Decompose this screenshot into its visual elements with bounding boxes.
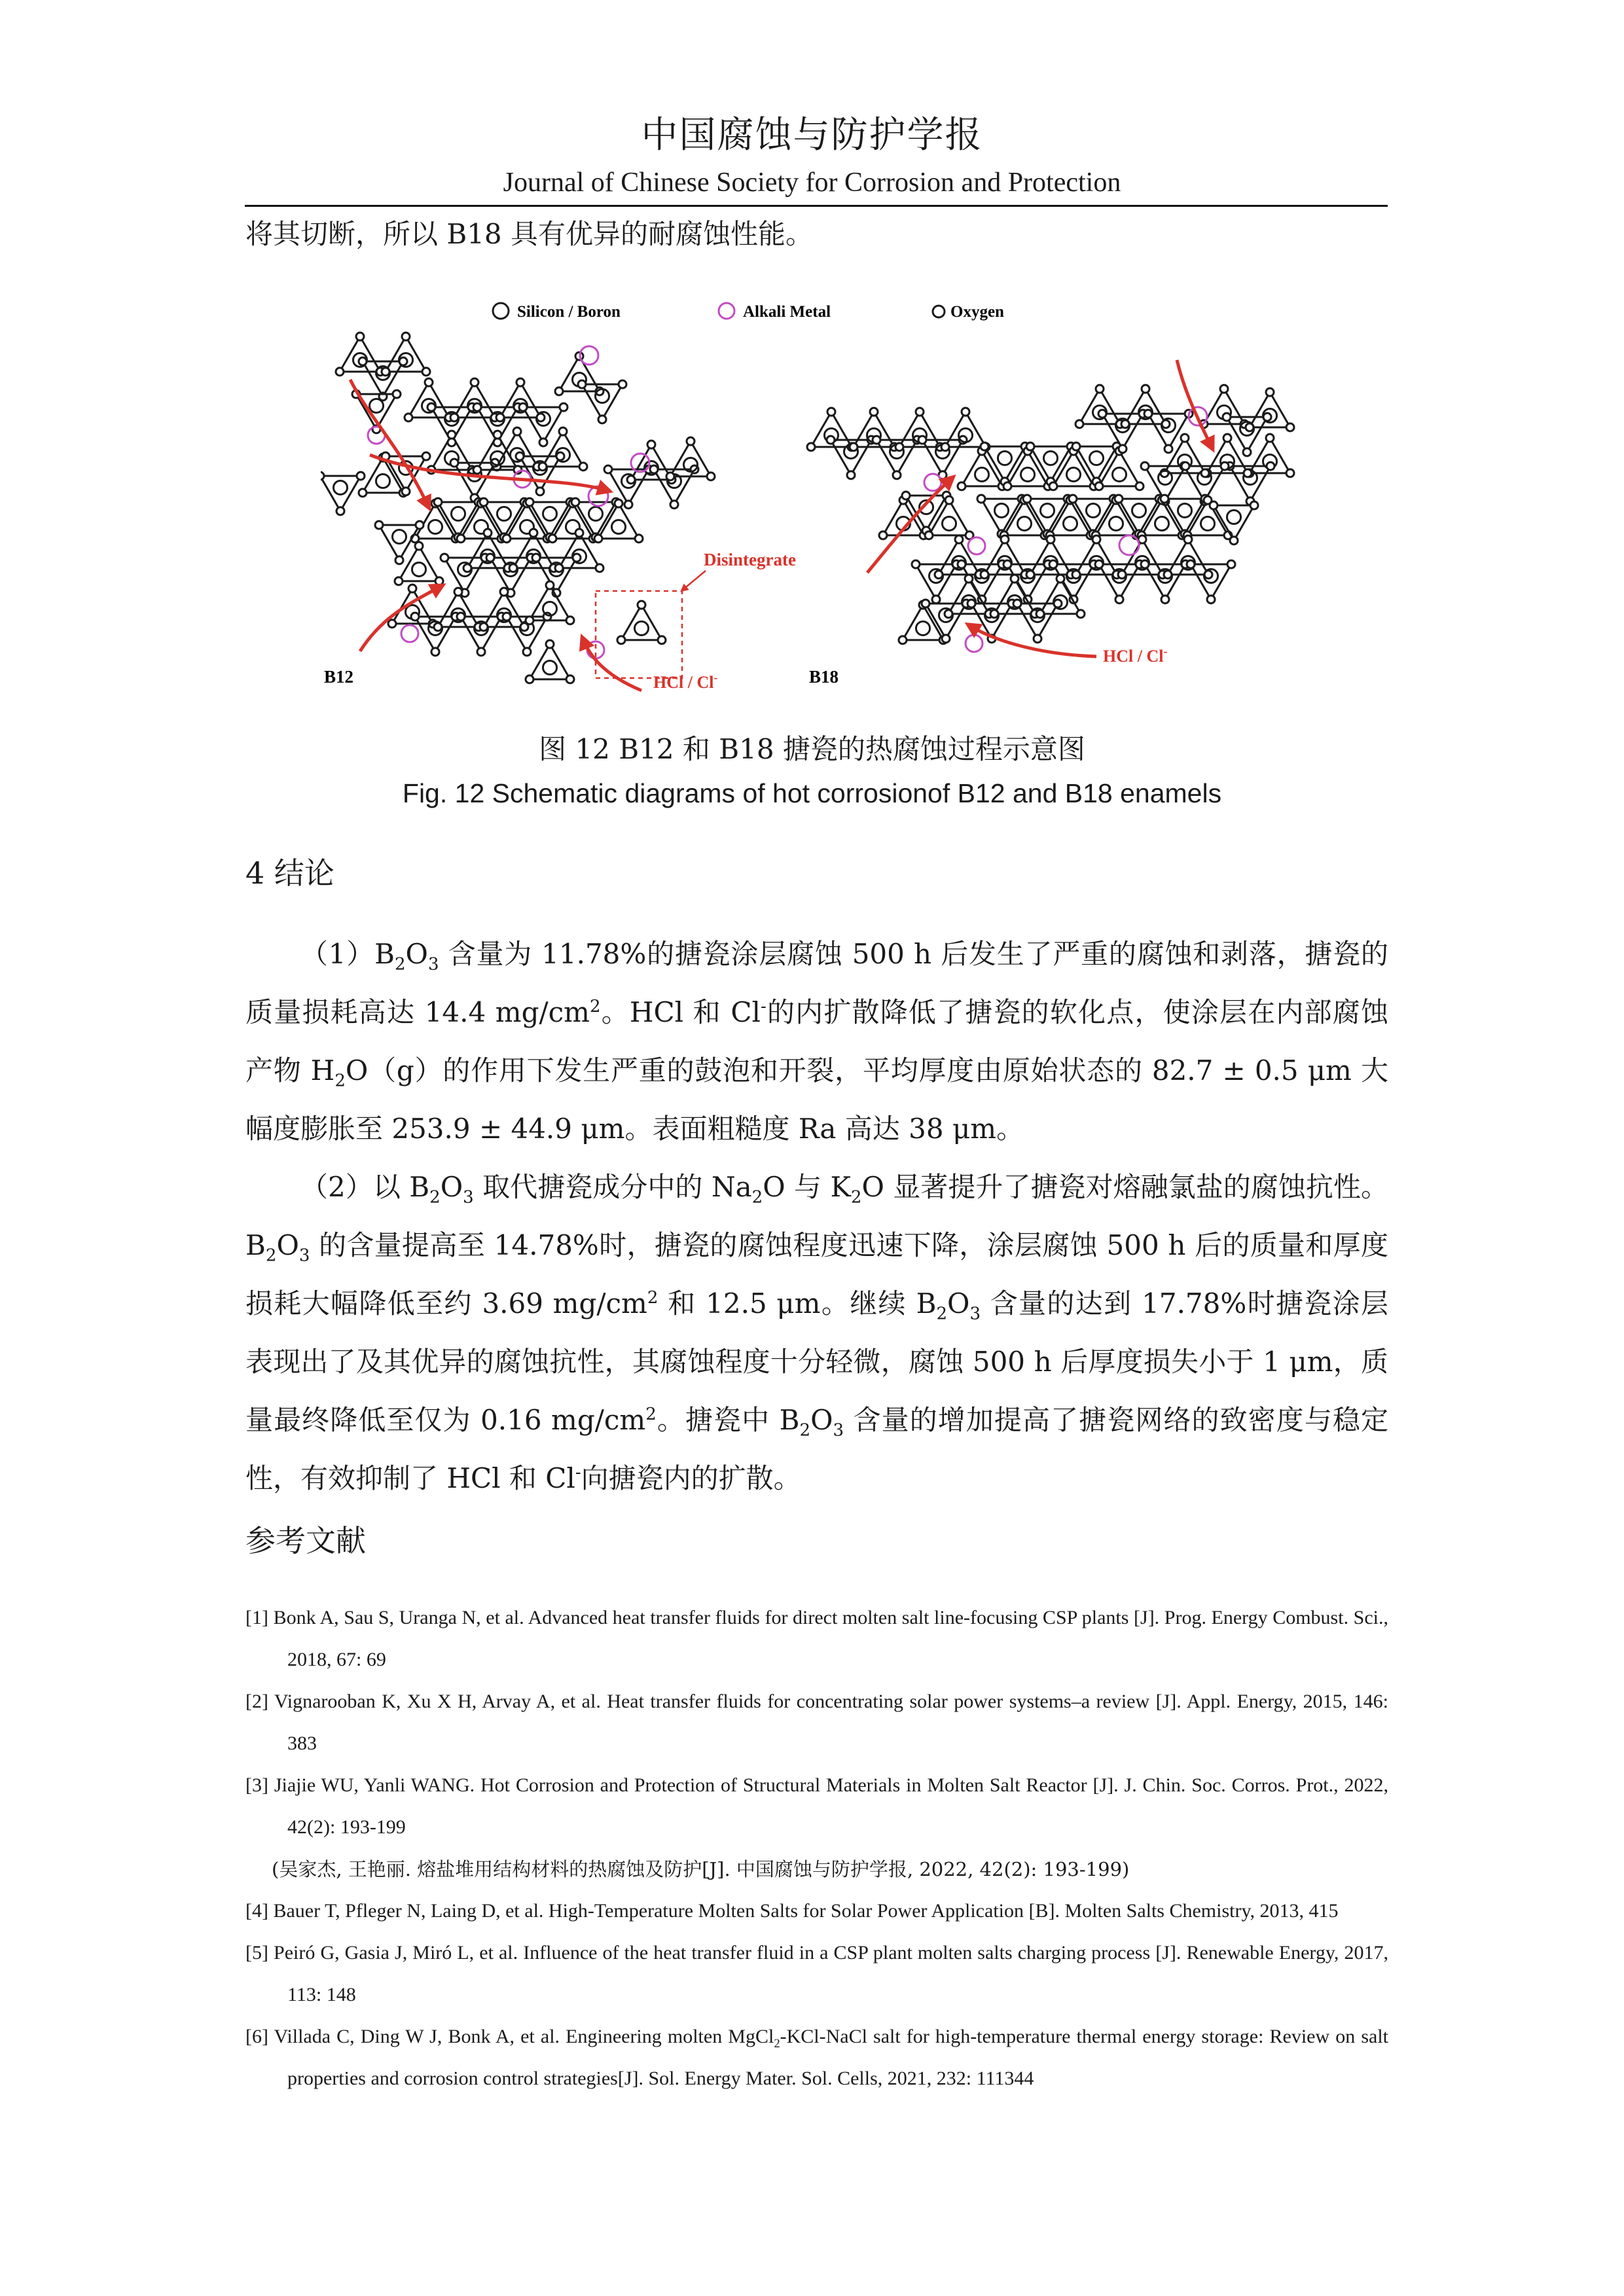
- oxygen-atom: [434, 623, 442, 631]
- figure-caption-en: Fig. 12 Schematic diagrams of hot corrosionof B12 and B18 enamels: [402, 778, 1222, 808]
- oxygen-atom: [415, 542, 423, 550]
- oxygen-atom: [1141, 560, 1149, 568]
- oxygen-atom: [1034, 635, 1041, 643]
- section-heading-references: 参考文献: [245, 1523, 366, 1558]
- silicon-boron-atom: [333, 480, 347, 494]
- oxygen-atom: [441, 554, 448, 562]
- oxygen-atom: [1286, 469, 1294, 477]
- oxygen-atom: [916, 408, 924, 416]
- oxygen-atom: [617, 636, 625, 644]
- oxygen-atom: [1182, 462, 1189, 470]
- oxygen-atom: [566, 617, 574, 624]
- oxygen-atom: [579, 463, 587, 471]
- section-heading-conclusion: 4 结论: [245, 855, 334, 891]
- oxygen-atom: [1136, 482, 1144, 490]
- oxygen-atom: [539, 439, 547, 446]
- oxygen-atom: [1047, 535, 1055, 543]
- silicon-boron-atom: [428, 520, 442, 533]
- oxygen-atom: [473, 466, 481, 474]
- oxygen-atom: [1223, 413, 1231, 421]
- oxygen-atom: [1266, 434, 1274, 442]
- oxygen-atom: [935, 571, 943, 579]
- oxygen-atom: [1077, 610, 1085, 618]
- oxygen-atom: [941, 443, 949, 451]
- silicon-boron-atom: [451, 507, 465, 520]
- journal-title-cn: 中国腐蚀与防护学报: [641, 114, 983, 156]
- oxygen-atom: [990, 610, 998, 618]
- oxygen-atom: [480, 623, 488, 631]
- silicon-boron-atom: [1066, 467, 1080, 481]
- oxygen-atom: [357, 472, 365, 480]
- oxygen-atom: [1244, 469, 1252, 477]
- oxygen-atom: [1286, 423, 1294, 431]
- oxygen-atom: [435, 577, 443, 585]
- oxygen-atom: [359, 357, 367, 365]
- oxygen-atom: [395, 556, 403, 564]
- oxygen-atom: [850, 443, 857, 451]
- oxygen-atom: [411, 613, 419, 620]
- oxygen-atom: [932, 596, 940, 603]
- oxygen-atom: [496, 414, 504, 422]
- oxygen-atom: [1184, 535, 1192, 543]
- oxygen-atom: [402, 488, 410, 495]
- oxygen-atom: [981, 571, 988, 579]
- oxygen-atom: [1121, 420, 1129, 428]
- b12-network: [321, 332, 715, 683]
- reference-item: [3] Jiajie WU, Yanli WANG. Hot Corrosion and Protection of Structural Materials in Molten Salt Reactor [J]. J. Chin. Soc. Corros. Prot., 2022, 42(2): 193-199: [245, 1774, 1388, 1838]
- oxygen-atom: [549, 535, 556, 543]
- oxygen-atom: [559, 427, 567, 435]
- oxygen-atom: [647, 440, 655, 448]
- oxygen-atom: [536, 488, 544, 495]
- oxygen-atom: [422, 452, 430, 460]
- reference-item: [1] Bonk A, Sau S, Uranga N, et al. Advanced heat transfer fluids for direct molten salt line-focusing CSP plants [J]. Prog. Energy Combust. Sci., 2018, 67: 69: [245, 1607, 1388, 1670]
- reference-item-cn: (吴家杰, 王艳丽. 熔盐堆用结构材料的热腐蚀及防护[J]. 中国腐蚀与防护学报, 2022, 42(2): 193-199): [272, 1858, 1130, 1880]
- oxygen-atom: [604, 465, 612, 473]
- silicon-boron-atom: [916, 621, 929, 635]
- oxygen-atom: [1095, 482, 1103, 490]
- oxygen-atom: [434, 498, 442, 506]
- oxygen-atom: [1187, 560, 1195, 568]
- oxygen-atom: [1266, 388, 1274, 396]
- disintegrate-label: Disintegrate: [704, 550, 796, 569]
- oxygen-atom: [1230, 537, 1238, 545]
- oxygen-atom: [1098, 410, 1106, 418]
- silicon-boron-atom: [611, 520, 625, 533]
- oxygen-atom: [1001, 535, 1009, 543]
- oxygen-atom: [405, 414, 412, 422]
- silicon-boron-atom: [1112, 467, 1126, 481]
- oxygen-atom: [895, 443, 903, 451]
- reference-item: [4] Bauer T, Pfleger N, Laing D, et al. High-Temperature Molten Salts for Solar Power Application [B]. Molten Salts Chemistry, 2013, 415: [245, 1900, 1339, 1922]
- journal-title-en: Journal of Chinese Society for Corrosion and Protection: [503, 168, 1121, 198]
- oxygen-atom: [575, 529, 583, 537]
- reference-item: [2] Vignarooban K, Xu X H, Arvay A, et al. Heat transfer fluids for concentrating solar power systems–a review [J]. Appl. Energy, 2015, 146: 383: [245, 1691, 1388, 1754]
- alkali-site: [965, 635, 983, 652]
- oxygen-atom: [902, 492, 910, 499]
- oxygen-atom: [526, 617, 533, 624]
- oxygen-atom: [873, 436, 880, 444]
- silicon-boron-atom: [1178, 503, 1191, 517]
- oxygen-atom: [942, 635, 950, 643]
- panel-label-b18: B18: [809, 667, 839, 687]
- oxygen-atom: [519, 403, 527, 411]
- alkali-site: [968, 537, 985, 554]
- silicon-boron-atom: [392, 529, 406, 543]
- oxygen-atom: [879, 531, 887, 539]
- oxygen-atom: [1003, 560, 1011, 568]
- oxygen-atom: [925, 531, 933, 539]
- oxygen-atom: [1250, 501, 1258, 509]
- oxygen-atom: [658, 636, 666, 644]
- oxygen-atom: [955, 535, 963, 543]
- oxygen-atom: [827, 408, 835, 416]
- oxygen-atom: [596, 564, 604, 572]
- silicon-boron-atom: [1227, 510, 1240, 524]
- oxygen-atom: [1036, 610, 1044, 618]
- oxygen-atom: [486, 554, 494, 562]
- oxygen-atom: [494, 431, 501, 439]
- oxygen-atom: [687, 437, 695, 445]
- conclusion-body: [245, 925, 1388, 1507]
- oxygen-atom: [560, 403, 568, 411]
- lead-text: 将其切断，所以 B18 具有优异的耐腐蚀性能。: [245, 218, 814, 250]
- oxygen-atom: [965, 575, 973, 583]
- oxygen-atom: [635, 535, 643, 543]
- silicon-boron-atom: [497, 507, 511, 520]
- oxygen-atom: [1119, 445, 1127, 453]
- oxygen-atom: [1243, 448, 1251, 456]
- panel-label-b12: B12: [324, 667, 354, 687]
- oxygen-atom: [388, 620, 396, 628]
- oxygen-atom: [1267, 462, 1274, 470]
- oxygen-atom: [321, 472, 324, 480]
- oxygen-atom: [619, 380, 626, 388]
- oxygen-atom: [1049, 560, 1057, 568]
- header-rule: [245, 205, 1388, 207]
- figure-caption-cn: 图 12 B12 和 B18 搪瓷的热腐蚀过程示意图: [539, 733, 1085, 765]
- oxygen-atom: [958, 482, 965, 490]
- silicon-boron-atom: [998, 451, 1011, 465]
- figure-legend: [493, 303, 1004, 321]
- b18-network: [807, 385, 1294, 644]
- oxygen-atom: [454, 588, 462, 596]
- oxygen-atom: [546, 581, 554, 589]
- oxygen-atom: [1026, 442, 1034, 450]
- oxygen-atom: [471, 378, 478, 386]
- legend-silicon-boron: Silicon / Boron: [517, 303, 621, 321]
- oxygen-atom: [578, 380, 586, 388]
- oxygen-atom: [1161, 495, 1168, 503]
- silicon-boron-atom: [634, 621, 648, 635]
- oxygen-atom: [666, 473, 674, 480]
- oxygen-atom: [1141, 462, 1149, 470]
- oxygen-atom: [530, 529, 537, 537]
- oxygen-atom: [807, 443, 815, 451]
- silicon-boron-atom: [1040, 503, 1054, 517]
- oxygen-atom: [1095, 560, 1103, 568]
- oxygen-atom: [526, 498, 533, 506]
- oxygen-atom: [448, 431, 456, 439]
- silicon-boron-atom: [1086, 503, 1100, 517]
- oxygen-atom: [1011, 575, 1019, 583]
- conclusion-paragraph-1: $(1)B_2O_3$ 含量为 11.78%的搪瓷涂层腐蚀 500 h 后发生了严重的腐蚀和剥落，搪瓷的质量损耗高达 14.4 $mg/cm^2$。HCl 和 Cl-的内扩散降低了搪瓷的软化点，使涂层在内部腐蚀产物 $H_2O(g)$的作用下发生严重的鼓泡和开裂，平均厚度由原始状态的 82.7 ± 0.5 μm 大幅度膨胀至 253.9 ± 44.9 μm。表面粗糙度 Ra 高达 38 μm。: [245, 938, 1388, 1145]
- oxygen-atom: [1181, 434, 1189, 442]
- oxygen-atom: [503, 613, 511, 620]
- legend-oxygen-marker: [933, 306, 945, 317]
- oxygen-atom: [375, 521, 383, 529]
- conclusion-paragraph-2: （2）以 $B_2O_3$ 取代搪瓷成分中的 $Na_2O$ 与 $K_2O$ 显著提升了搪瓷对熔融氯盐的腐蚀抗性。$B_2O_3$ 的含量提高至 14.78%时，搪瓷的腐蚀程度迅速下降，涂层腐蚀 500 h 后的质量和厚度损耗大幅降低至约 3.69 $mg/cm^2$ 和 12.5 μm。继续 $B_2O_3$ 含量的达到 17.78%时搪瓷涂层表现出了及其优异的腐蚀抗性，其腐蚀程度十分轻微，腐蚀 500 h 后厚度损失小于 1 μm，质量最终降低至仅为 0.16 $mg/cm^2$。搪瓷中 $B_2O_3$ 含量的增加提高了搪瓷网络的致密度与稳定性，有效抑制了 HCl 和 Cl-向搪瓷内的扩散。: [245, 1171, 1389, 1494]
- oxygen-atom: [416, 521, 424, 529]
- alkali-site: [924, 474, 941, 491]
- oxygen-atom: [1164, 445, 1172, 453]
- silicon-boron-atom: [1020, 467, 1034, 481]
- oxygen-atom: [523, 648, 531, 656]
- oxygen-atom: [539, 463, 547, 471]
- silicon-boron-atom: [1155, 516, 1168, 530]
- oxygen-atom: [598, 416, 606, 423]
- oxygen-atom: [356, 332, 364, 340]
- oxygen-atom: [1026, 571, 1034, 579]
- silicon-boron-atom: [1132, 503, 1146, 517]
- oxygen-atom: [1207, 596, 1215, 603]
- disintegrate-pointer: [682, 571, 706, 590]
- silicon-boron-atom: [1089, 451, 1103, 465]
- oxygen-atom: [1227, 560, 1235, 568]
- oxygen-atom: [1221, 462, 1229, 470]
- oxygen-atom: [473, 403, 481, 411]
- oxygen-atom: [870, 408, 878, 416]
- oxygen-atom: [431, 648, 439, 656]
- silicon-boron-atom: [412, 562, 425, 576]
- oxygen-atom: [571, 498, 579, 506]
- oxygen-atom: [638, 601, 645, 609]
- oxygen-atom: [893, 471, 901, 479]
- oxygen-atom: [962, 408, 969, 416]
- oxygen-atom: [912, 560, 920, 568]
- oxygen-atom: [827, 436, 835, 444]
- oxygen-atom: [1115, 495, 1123, 503]
- oxygen-atom: [516, 378, 524, 386]
- alkali-site: [401, 625, 418, 642]
- oxygen-atom: [1246, 423, 1254, 431]
- oxygen-atom: [899, 636, 907, 644]
- oxygen-atom: [336, 368, 344, 376]
- silicon-boron-atom: [975, 467, 988, 481]
- legend-oxygen: Oxygen: [950, 303, 1004, 321]
- oxygen-atom: [670, 501, 678, 509]
- legend-alkali-metal-marker: [719, 303, 734, 319]
- oxygen-atom: [945, 496, 953, 504]
- oxygen-atom: [1210, 501, 1218, 509]
- legend-silicon-boron-marker: [493, 303, 509, 319]
- silicon-boron-atom: [588, 507, 602, 520]
- oxygen-atom: [555, 387, 563, 395]
- oxygen-atom: [1223, 434, 1231, 442]
- silicon-boron-atom: [1200, 516, 1214, 530]
- oxygen-atom: [945, 610, 952, 618]
- oxygen-atom: [422, 368, 430, 376]
- oxygen-atom: [1003, 482, 1011, 490]
- oxygen-atom: [1075, 420, 1083, 428]
- alkali-site: [1119, 535, 1139, 555]
- oxygen-atom: [526, 675, 533, 683]
- oxygen-atom: [1118, 571, 1126, 579]
- oxygen-atom: [359, 489, 367, 497]
- oxygen-atom: [402, 332, 410, 340]
- oxygen-atom: [532, 554, 540, 562]
- oxygen-atom: [393, 390, 401, 398]
- oxygen-atom: [427, 403, 435, 411]
- oxygen-atom: [650, 465, 658, 473]
- oxygen-atom: [1144, 410, 1152, 418]
- hcl-label-right: HCl / Cl-: [1103, 645, 1168, 666]
- oxygen-atom: [1056, 575, 1064, 583]
- oxygen-atom: [615, 499, 623, 507]
- oxygen-atom: [981, 442, 988, 450]
- oxygen-atom: [922, 600, 929, 607]
- oxygen-atom: [1049, 482, 1057, 490]
- reference-item: [5] Peiró G, Gasia J, Miró L, et al. Influence of the heat transfer fluid in a CSP plant molten salts charging process [J]. Renewable Energy, 2017, 113: 148: [245, 1942, 1388, 2005]
- oxygen-atom: [1115, 596, 1123, 603]
- reference-list: [245, 1597, 1388, 2100]
- oxygen-atom: [450, 459, 458, 467]
- oxygen-atom: [707, 473, 715, 480]
- silicon-boron-atom: [543, 507, 556, 520]
- oxygen-atom: [1023, 495, 1031, 503]
- oxygen-atom: [500, 588, 508, 596]
- legend-alkali-metal: Alkali Metal: [743, 303, 831, 321]
- silicon-boron-atom: [1017, 516, 1031, 530]
- oxygen-atom: [425, 378, 433, 386]
- oxygen-atom: [1072, 442, 1080, 450]
- oxygen-atom: [1220, 385, 1228, 393]
- oxygen-atom: [627, 476, 635, 484]
- oxygen-atom: [450, 414, 458, 422]
- oxygen-atom: [457, 535, 465, 543]
- silicon-boron-atom: [942, 516, 956, 530]
- oxygen-atom: [477, 648, 485, 656]
- silicon-boron-atom: [376, 474, 389, 488]
- oxygen-atom: [382, 368, 389, 376]
- hcl-label-left: HCl / Cl-: [653, 671, 718, 692]
- reference-item: [6] Villada C, Ding W J, Bonk A, et al. Engineering molten MgCl$_2$-KCl-NaCl salt for high-temperature thermal energy storage: Review on salt properties and corrosion control strategies[J]. Sol. Energy Mater. Sol. Cells, 2021, 232: 111344: [245, 2026, 1388, 2089]
- oxygen-atom: [967, 600, 975, 607]
- oxygen-atom: [1096, 385, 1104, 393]
- oxygen-atom: [1013, 600, 1021, 607]
- silicon-boron-atom: [1063, 516, 1077, 530]
- oxygen-atom: [457, 613, 465, 620]
- oxygen-atom: [516, 452, 524, 460]
- oxygen-atom: [395, 577, 403, 585]
- oxygen-atom: [1142, 385, 1149, 393]
- oxygen-atom: [408, 584, 416, 592]
- silicon-boron-atom: [1043, 451, 1057, 465]
- oxygen-atom: [1092, 535, 1100, 543]
- oxygen-atom: [1201, 469, 1209, 477]
- oxygen-atom: [624, 501, 632, 509]
- oxygen-atom: [484, 529, 492, 537]
- oxygen-atom: [1072, 571, 1080, 579]
- oxygen-atom: [509, 564, 517, 572]
- silicon-boron-atom: [543, 660, 556, 674]
- oxygen-atom: [555, 564, 563, 572]
- oxygen-atom: [463, 564, 471, 572]
- oxygen-atom: [566, 675, 574, 683]
- oxygen-atom: [1161, 596, 1169, 603]
- oxygen-atom: [958, 560, 965, 568]
- oxygen-atom: [503, 535, 511, 543]
- silicon-boron-atom: [369, 399, 383, 412]
- oxygen-atom: [977, 495, 985, 503]
- oxygen-atom: [546, 640, 554, 648]
- oxygen-atom: [594, 535, 602, 543]
- silicon-boron-atom: [1109, 516, 1123, 530]
- oxygen-atom: [1069, 495, 1077, 503]
- oxygen-atom: [918, 436, 926, 444]
- corrosion-arrow: [583, 638, 641, 691]
- oxygen-atom: [1164, 571, 1172, 579]
- silicon-boron-atom: [994, 503, 1008, 517]
- oxygen-atom: [480, 498, 488, 506]
- oxygen-atom: [513, 427, 521, 435]
- figure-12: [321, 288, 1342, 707]
- oxygen-atom: [847, 471, 855, 479]
- oxygen-atom: [336, 507, 344, 515]
